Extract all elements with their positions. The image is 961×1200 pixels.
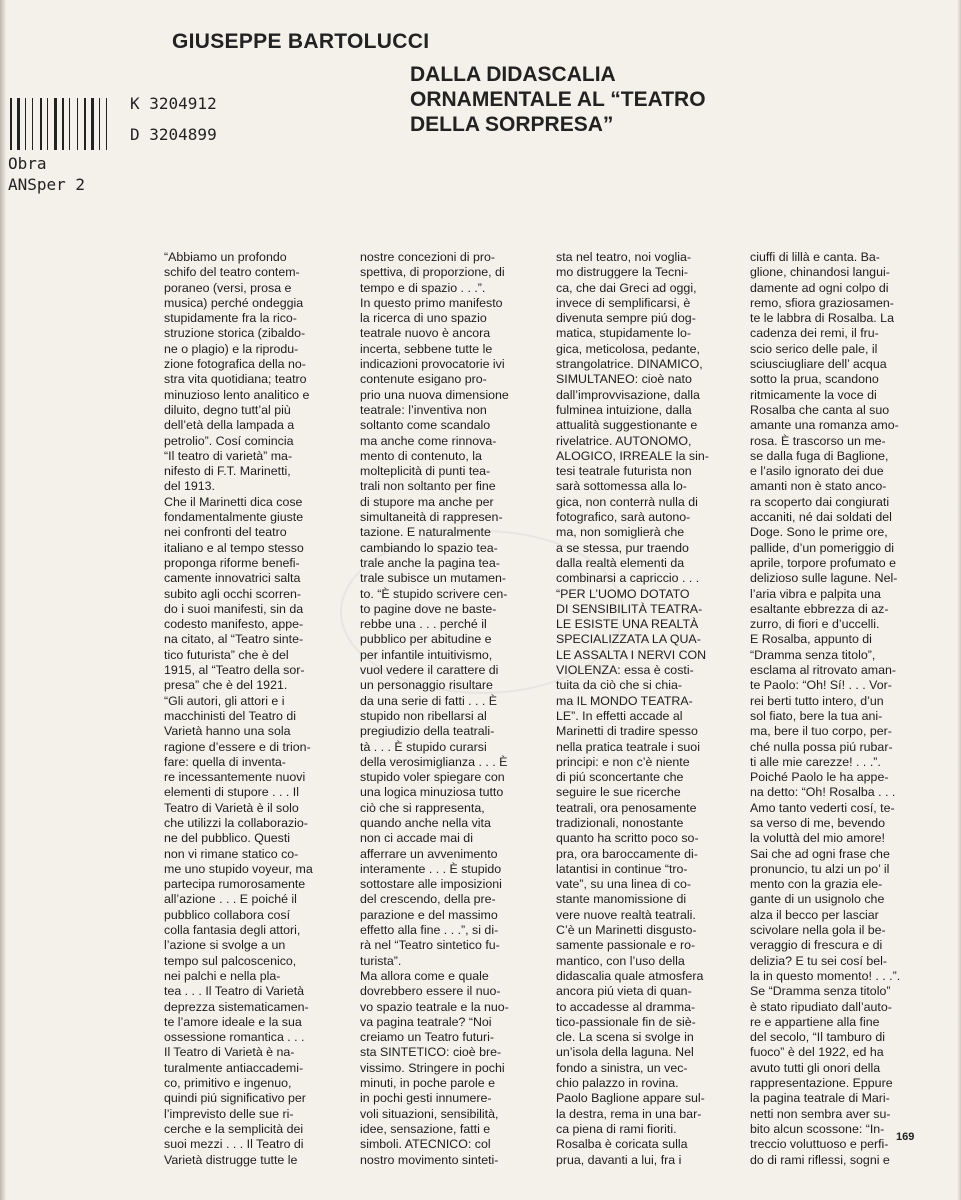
column-text: “Abbiamo un profondo schifo del teatro contem- poraneo (versi, prosa e musica) perché ondeggia stupidamente fra la rico- struzione storica (zibaldo- ne o plagio) e la riprodu- zione fotografica della no- stra vita quotidiana; teatro minuzioso lento analitico e diluito, degno tutt’al più dell’età della lampada a petrolio”. Cosí comincia “Il teatro di varietà” ma- nifesto di F.T. Marinetti, del 1913. Che il Marinetti dica cose fondamentalmente giuste nei confronti del teatro italiano e al tempo stesso proponga riforme benefi- camente innovatrici salta subito agli occhi scorren- do i suoi manifesti, sin da codesto manifesto, appe- na citato, al “Teatro sinte- tico futurista” che è del 1915, al “Teatro della sor- presa” che è del 1921. “Gli autori, gli attori e i macchinisti del Teatro di Varietà hanno una sola ragione d’essere e di trion- fare: quella di inventa- re incessantemente nuovi elementi di stupore . . . Il Teatro di Varietà è il solo che utilizzi la collaborazio- ne del pubblico. Questi non vi rimane statico co- me uno stupido voyeur, ma partecipa rumorosamente all’azione . . . E poiché il pubblico collabora cosí colla fantasia degli attori, l’azione si svolge a un tempo sul palcoscenico, nei palchi e nella pla- tea . . . Il Teatro di Varietà deprezza sistematicamen- te l’amore ideale e la sua ossessione romantica . . . Il Teatro di Varietà è na- turalmente antiaccademi- co, primitivo e ingenuo, quindi piú significativo per l’imprevisto delle sue ri- cerche e la semplicità dei suoi mezzi . . . Il Teatro di Varietà distrugge tutte le <box>164 250 313 1167</box>
stamp-ansper-label: ANSper 2 <box>8 175 86 194</box>
page-number: 169 <box>896 1131 915 1143</box>
barcode-bar <box>66 98 67 150</box>
title-line: ORNAMENTALE AL “TEATRO <box>410 88 706 111</box>
barcode-bar <box>47 98 48 150</box>
barcode-bar <box>88 98 89 150</box>
barcode-bar <box>96 98 97 150</box>
barcode-bar <box>99 98 100 150</box>
barcode-bar <box>44 98 45 150</box>
barcode-bar <box>109 98 111 150</box>
article-author: GIUSEPPE BARTOLUCCI <box>172 30 430 53</box>
barcode-bar <box>54 98 57 150</box>
barcode-bar <box>80 98 82 150</box>
barcode-bar <box>77 98 78 150</box>
barcode-bar <box>102 98 104 150</box>
barcode-bar <box>59 98 60 150</box>
barcode-bar <box>25 98 26 150</box>
text-column-3 <box>556 250 732 1168</box>
column-text: ciuffi di lillà e canta. Ba- glione, chinandosi langui- damente ad ogni colpo di remo, sfiora graziosamen- te le labbra di Rosalba. La cadenza dei remi, il fru- scio serico delle pale, il sciusciugliare dell’ acqua sotto la prua, scandono ritmicamente la voce di Rosalba che canta al suo amante una romanza amo- rosa. È trascorso un me- se dalla fuga di Baglione, e l’asilo ignorato dei due amanti non è stato anco- ra scoperto dai congiurati accaniti, né dai soldati del Doge. Sono le prime ore, pallide, d’un pomeriggio di aprile, torpore profumato e delizioso sulle lagune. Nel- l’aria vibra e palpita una esaltante ebbrezza di az- zurro, di fiori e d’uccelli. E Rosalba, appunto di “Dramma senza titolo”, esclama al ritrovato aman- te Paolo: “Oh! Sí! . . . Vor- rei berti tutto intero, d’un sol fiato, bere la tua ani- ma, bere il tuo corpo, per- ché nulla possa piú rubar- ti alle mie carezze! . . .”. Poiché Paolo le ha appe- na detto: “Oh! Rosalba . . . Amo tanto vederti cosí, te- sa verso di me, bevendo la voluttà del mio amore! Sai che ad ogni frase che pronuncio, tu alzi un po’ il mento con la grazia ele- gante di un usignolo che alza il becco per lasciar scivolare nella gola il be- veraggio di frescura e di delizia? E tu sei cosí bel- la in questo momento! . . .”. Se “Dramma senza titolo” è stato ripudiato dall’auto- re e appartiene alla fine del secolo, “Il tamburo di fuoco” è del 1922, ed ha avuto tutti gli onori della rappresentazione. Eppure la pagina teatrale di Mari- netti non sembra aver su- bito alcun scossone: “In- treccio voluttuoso e perfi- do di rami riflessi, sogni e <box>750 250 901 1167</box>
barcode-bar <box>40 98 42 150</box>
catalog-code-k: K 3204912 <box>130 94 217 113</box>
barcode-bar <box>22 98 23 150</box>
barcode-bar <box>91 98 94 150</box>
title-line: DELLA SORPRESA” <box>410 113 614 136</box>
barcode-bar <box>69 98 70 150</box>
barcode-bar <box>72 98 75 150</box>
barcode-bar <box>17 98 20 150</box>
barcode-bar <box>14 98 15 150</box>
title-line: DALLA DIDASCALIA <box>410 63 616 86</box>
catalog-code-d: D 3204899 <box>130 125 217 144</box>
barcode-bar <box>84 98 86 150</box>
page-edge-shadow <box>957 0 961 1200</box>
stamp-obra-label: Obra <box>8 154 47 173</box>
barcode-bar <box>62 98 64 150</box>
barcode-bar <box>28 98 30 150</box>
barcode-bar <box>10 98 12 150</box>
barcode-bar <box>35 98 38 150</box>
barcode-bar <box>50 98 52 150</box>
article-title <box>410 62 706 137</box>
barcode <box>10 98 122 150</box>
barcode-bar <box>106 98 107 150</box>
barcode-bar <box>32 98 33 150</box>
text-column-2 <box>360 250 536 1168</box>
library-stamp <box>6 92 252 198</box>
text-column-1 <box>164 250 340 1168</box>
column-text: nostre concezioni di pro- spettiva, di proporzione, di tempo e di spazio . . .”. In questo primo manifesto la ricerca di uno spazio teatrale nuovo è ancora incerta, sebbene tutte le indicazioni provocatorie ivi contenute esigano pro- prio una nuova dimensione teatrale: l’inventiva non soltanto come scandalo ma anche come rinnova- mento di contenuto, la molteplicità di punti tea- trali non soltanto per fine di stupore ma anche per simultaneità di rappresen- tazione. E naturalmente cambiando lo spazio tea- trale anche la pagina tea- trale subisce un mutamen- to. “È stupido scrivere cen- to pagine dove ne baste- rebbe una . . . perché il pubblico per abitudine e per infantile intuitivismo, vuol vedere il carattere di un personaggio risultare da una serie di fatti . . . È stupido non ribellarsi al pregiudizio della teatrali- tà . . . È stupido curarsi della verosimiglianza . . . È stupido voler spiegare con una logica minuziosa tutto ciò che si rappresenta, quando anche nella vita non ci accade mai di afferrare un avvenimento interamente . . . È stupido sottostare alle imposizioni del crescendo, della pre- parazione e del massimo effetto alla fine . . .”, si di- rà nel “Teatro sintetico fu- turista”. Ma allora come e quale dovrebbero essere il nuo- vo spazio teatrale e la nuo- va pagina teatrale? “Noi creiamo un Teatro futuri- sta SINTETICO: cioè bre- vissimo. Stringere in pochi minuti, in poche parole e in pochi gesti innumere- voli situazioni, sensibilità, idee, sensazione, fatti e simboli. ATECNICO: col nostro movimento sinteti- <box>360 250 509 1167</box>
column-text: sta nel teatro, noi voglia- mo distruggere la Tecni- ca, che dai Greci ad oggi, invece di semplificarsi, è divenuta sempre piú dog- matica, stupidamente lo- gica, meticolosa, pedante, strangolatrice. DINAMICO, SIMULTANEO: cioè nato dall’improvvisazione, dalla fulminea intuizione, dalla attualità suggestionante e rivelatrice. AUTONOMO, ALOGICO, IRREALE la sin- tesi teatrale futurista non sarà sottomessa alla lo- gica, non conterrà nulla di fotografico, sarà autono- ma, non somiglierà che a se stessa, pur traendo dalla realtà elementi da combinarsi a capriccio . . . “PER L’UOMO DOTATO DI SENSIBILITÀ TEATRA- LE ESISTE UNA REALTÀ SPECIALIZZATA LA QUA- LE ASSALTA I NERVI CON VIOLENZA: essa è costi- tuita da ciò che si chia- ma IL MONDO TEATRA- LE”. In effetti accade al Marinetti di tradire spesso nella pratica teatrale i suoi principi: e non c’è niente di piú sconcertante che seguire le sue ricerche teatrali, ora penosamente tradizionali, nonostante quanto ha scritto poco so- pra, ora baroccamente di- latantisi in continue “tro- vate”, su una linea di co- stante manomissione di vere nuove realtà teatrali. C’è un Marinetti disgusto- samente passionale e ro- mantico, con l’uso della didascalia quale atmosfera ancora piú vieta di quan- to accadesse al dramma- tico-passionale fin de siè- cle. La scena si svolge in un’isola della laguna. Nel fondo a sinistra, un vec- chio palazzo in rovina. Paolo Baglione appare sul- la destra, rema in una bar- ca piena di rami fioriti. Rosalba è coricata sulla prua, davanti a lui, fra i <box>556 250 709 1167</box>
text-column-4 <box>750 250 926 1168</box>
